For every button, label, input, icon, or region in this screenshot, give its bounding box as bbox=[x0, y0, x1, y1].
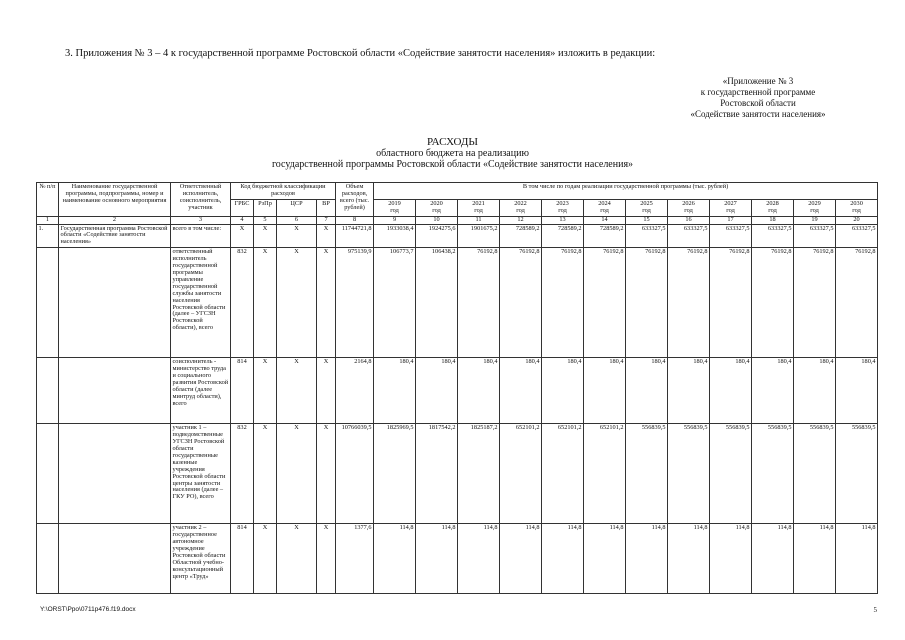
row-name bbox=[59, 358, 171, 424]
row-year-value: 114,8 bbox=[416, 524, 458, 594]
column-number: 19 bbox=[794, 216, 836, 224]
row-name bbox=[59, 424, 171, 524]
header-year-suffix: год bbox=[726, 206, 735, 214]
title-line: государственной программы Ростовской области «Содействие занятости населения» bbox=[271, 159, 634, 170]
header-year-value: 2019 bbox=[388, 199, 401, 207]
row-year-value: 728589,2 bbox=[500, 224, 542, 248]
row-year-value: 106438,2 bbox=[416, 248, 458, 358]
column-number: 2 bbox=[59, 216, 171, 224]
column-number: 11 bbox=[458, 216, 500, 224]
row-year-value: 114,8 bbox=[836, 524, 878, 594]
header-year-value: 2028 bbox=[766, 199, 779, 207]
column-number: 20 bbox=[836, 216, 878, 224]
row-year-value: 180,4 bbox=[836, 358, 878, 424]
column-number: 3 bbox=[171, 216, 231, 224]
row-year-value: 556839,5 bbox=[836, 424, 878, 524]
header-years-group: В том числе по годам реализации государственной программы (тыс. рублей) bbox=[374, 183, 878, 200]
row-year-value: 633327,5 bbox=[752, 224, 794, 248]
header-year-suffix: год bbox=[432, 206, 441, 214]
row-year-value: 114,8 bbox=[584, 524, 626, 594]
row-num bbox=[37, 424, 59, 524]
title-line: областного бюджета на реализацию bbox=[376, 148, 529, 159]
row-year-value: 76192,8 bbox=[668, 248, 710, 358]
row-code: X bbox=[317, 248, 336, 358]
header-year-suffix: год bbox=[642, 206, 651, 214]
row-year-value: 652101,2 bbox=[500, 424, 542, 524]
header-year-suffix: год bbox=[474, 206, 483, 214]
row-year-value: 652101,2 bbox=[542, 424, 584, 524]
row-code: X bbox=[231, 224, 254, 248]
row-year-value: 114,8 bbox=[710, 524, 752, 594]
row-year-value: 633327,5 bbox=[626, 224, 668, 248]
header-year bbox=[626, 199, 668, 216]
row-year-value: 728589,2 bbox=[542, 224, 584, 248]
header-year-value: 2025 bbox=[640, 199, 653, 207]
row-year-value: 180,4 bbox=[752, 358, 794, 424]
header-year-suffix: год bbox=[390, 206, 399, 214]
row-num bbox=[37, 524, 59, 594]
header-num: № п/п bbox=[37, 183, 59, 217]
row-year-value: 76192,8 bbox=[794, 248, 836, 358]
row-code: X bbox=[254, 224, 277, 248]
header-total: Объем расходов, всего (тыс. рублей) bbox=[336, 183, 374, 217]
header-year-suffix: год bbox=[600, 206, 609, 214]
appendix-line: «Приложение № 3 bbox=[722, 76, 794, 86]
column-number: 7 bbox=[317, 216, 336, 224]
row-code: X bbox=[317, 424, 336, 524]
header-year-value: 2020 bbox=[430, 199, 443, 207]
column-number: 13 bbox=[542, 216, 584, 224]
header-year-value: 2021 bbox=[472, 199, 485, 207]
row-code: 832 bbox=[231, 424, 254, 524]
row-year-value: 633327,5 bbox=[794, 224, 836, 248]
appendix-line: Ростовской области bbox=[720, 98, 796, 108]
column-number: 16 bbox=[668, 216, 710, 224]
row-year-value: 76192,8 bbox=[542, 248, 584, 358]
row-executor: ответственный исполнитель государственной программы управление государственной службы занятости населения Ростовской области (далее – УГСЗН Ростовской области), всего bbox=[171, 248, 231, 358]
row-code: X bbox=[254, 248, 277, 358]
row-year-value: 76192,8 bbox=[458, 248, 500, 358]
row-year-value: 76192,8 bbox=[710, 248, 752, 358]
header-year bbox=[794, 199, 836, 216]
column-number: 12 bbox=[500, 216, 542, 224]
title-line: РАСХОДЫ bbox=[426, 136, 479, 148]
row-year-value: 76192,8 bbox=[626, 248, 668, 358]
row-code: 814 bbox=[231, 524, 254, 594]
row-year-value: 633327,5 bbox=[710, 224, 752, 248]
row-code: X bbox=[317, 524, 336, 594]
row-code: X bbox=[277, 224, 317, 248]
row-total: 2164,8 bbox=[336, 358, 374, 424]
header-code: ГРБС bbox=[231, 199, 254, 216]
document-title bbox=[0, 137, 905, 170]
row-total: 10766039,5 bbox=[336, 424, 374, 524]
row-year-value: 633327,5 bbox=[836, 224, 878, 248]
appendix-block bbox=[648, 76, 868, 120]
row-year-value: 114,8 bbox=[458, 524, 500, 594]
row-year-value: 180,4 bbox=[458, 358, 500, 424]
header-year bbox=[752, 199, 794, 216]
row-num bbox=[37, 248, 59, 358]
row-year-value: 114,8 bbox=[542, 524, 584, 594]
row-year-value: 114,8 bbox=[500, 524, 542, 594]
intro-paragraph: 3. Приложения № 3 – 4 к государственной программе Ростовской области «Содействие занятости населения» изложить в редакции: bbox=[65, 48, 656, 59]
header-year bbox=[584, 199, 626, 216]
row-total: 1377,6 bbox=[336, 524, 374, 594]
row-code: X bbox=[277, 424, 317, 524]
row-year-value: 1825969,5 bbox=[374, 424, 416, 524]
row-code: X bbox=[277, 524, 317, 594]
row-year-value: 180,4 bbox=[374, 358, 416, 424]
row-year-value: 114,8 bbox=[794, 524, 836, 594]
row-year-value: 76192,8 bbox=[752, 248, 794, 358]
row-year-value: 556839,5 bbox=[794, 424, 836, 524]
row-year-value: 76192,8 bbox=[836, 248, 878, 358]
column-number: 10 bbox=[416, 216, 458, 224]
row-year-value: 180,4 bbox=[710, 358, 752, 424]
header-code-group: Код бюджетной классификации расходов bbox=[231, 183, 336, 200]
row-num: 1. bbox=[37, 224, 59, 248]
header-year bbox=[836, 199, 878, 216]
row-code: 832 bbox=[231, 248, 254, 358]
row-name: Государственная программа Ростовской области «Содействие занятости населения» bbox=[59, 224, 171, 248]
table-row bbox=[37, 224, 878, 248]
header-year-suffix: год bbox=[768, 206, 777, 214]
column-number: 8 bbox=[336, 216, 374, 224]
row-year-value: 633327,5 bbox=[668, 224, 710, 248]
row-code: X bbox=[317, 358, 336, 424]
row-year-value: 76192,8 bbox=[500, 248, 542, 358]
table-row bbox=[37, 358, 878, 424]
column-number: 15 bbox=[626, 216, 668, 224]
row-year-value: 180,4 bbox=[542, 358, 584, 424]
header-year-suffix: год bbox=[516, 206, 525, 214]
row-year-value: 556839,5 bbox=[668, 424, 710, 524]
appendix-line: «Содействие занятости населения» bbox=[690, 109, 826, 119]
row-total: 975139,9 bbox=[336, 248, 374, 358]
row-year-value: 728589,2 bbox=[584, 224, 626, 248]
row-year-value: 106773,7 bbox=[374, 248, 416, 358]
row-year-value: 180,4 bbox=[626, 358, 668, 424]
table-row bbox=[37, 524, 878, 594]
header-code: ЦСР bbox=[277, 199, 317, 216]
column-number: 14 bbox=[584, 216, 626, 224]
table-row bbox=[37, 424, 878, 524]
header-year-value: 2024 bbox=[598, 199, 611, 207]
header-year-value: 2029 bbox=[808, 199, 821, 207]
column-number: 1 bbox=[37, 216, 59, 224]
row-year-value: 556839,5 bbox=[626, 424, 668, 524]
header-year-suffix: год bbox=[810, 206, 819, 214]
expenses-table bbox=[36, 182, 878, 594]
row-executor: участник 1 – подведомственные УГСЗН Ростовской области государственные казенные учреждения Ростовской области центры занятости населения (далее – ГКУ РО), всего bbox=[171, 424, 231, 524]
header-year-value: 2022 bbox=[514, 199, 527, 207]
row-total: 11744721,8 bbox=[336, 224, 374, 248]
header-code: РзПр bbox=[254, 199, 277, 216]
header-year-suffix: год bbox=[558, 206, 567, 214]
column-number-row bbox=[37, 216, 878, 224]
row-year-value: 114,8 bbox=[668, 524, 710, 594]
row-code: X bbox=[317, 224, 336, 248]
row-name bbox=[59, 248, 171, 358]
header-year-value: 2026 bbox=[682, 199, 695, 207]
row-year-value: 1924275,6 bbox=[416, 224, 458, 248]
header-code: ВР bbox=[317, 199, 336, 216]
row-year-value: 556839,5 bbox=[752, 424, 794, 524]
row-year-value: 180,4 bbox=[584, 358, 626, 424]
row-year-value: 180,4 bbox=[500, 358, 542, 424]
row-year-value: 180,4 bbox=[794, 358, 836, 424]
row-year-value: 180,4 bbox=[668, 358, 710, 424]
row-year-value: 1825187,2 bbox=[458, 424, 500, 524]
row-code: X bbox=[254, 424, 277, 524]
header-name: Наименование государственной программы, подпрограммы, номер и наименование основного мероприятия bbox=[59, 183, 171, 217]
header-year bbox=[668, 199, 710, 216]
row-code: X bbox=[254, 358, 277, 424]
header-year bbox=[710, 199, 752, 216]
row-year-value: 1933038,4 bbox=[374, 224, 416, 248]
row-year-value: 114,8 bbox=[374, 524, 416, 594]
column-number: 18 bbox=[752, 216, 794, 224]
appendix-line: к государственной программе bbox=[700, 87, 816, 97]
row-year-value: 114,8 bbox=[626, 524, 668, 594]
table-row bbox=[37, 248, 878, 358]
row-year-value: 114,8 bbox=[752, 524, 794, 594]
header-year-value: 2030 bbox=[850, 199, 863, 207]
header-year-suffix: год bbox=[852, 206, 861, 214]
row-name bbox=[59, 524, 171, 594]
row-executor: участник 2 – государственное автономное учреждение Ростовской области Областной учебно-консультационный центр «Труд» bbox=[171, 524, 231, 594]
row-year-value: 1817542,2 bbox=[416, 424, 458, 524]
header-year-value: 2027 bbox=[724, 199, 737, 207]
column-number: 5 bbox=[254, 216, 277, 224]
row-executor: соисполнитель - министерство труда и социального развития Ростовской области (далее минтруд области), всего bbox=[171, 358, 231, 424]
row-year-value: 76192,8 bbox=[584, 248, 626, 358]
header-year bbox=[500, 199, 542, 216]
header-year-value: 2023 bbox=[556, 199, 569, 207]
header-year-suffix: год bbox=[684, 206, 693, 214]
header-year bbox=[416, 199, 458, 216]
row-year-value: 180,4 bbox=[416, 358, 458, 424]
row-executor: всего в том числе: bbox=[171, 224, 231, 248]
row-code: X bbox=[277, 358, 317, 424]
row-year-value: 556839,5 bbox=[710, 424, 752, 524]
header-executor: Ответственный исполнитель, соисполнитель, участник bbox=[171, 183, 231, 217]
row-year-value: 1901675,2 bbox=[458, 224, 500, 248]
row-num bbox=[37, 358, 59, 424]
file-path: Y:\ORST\Ppo\0711p476.f19.docx bbox=[40, 606, 136, 613]
column-number: 9 bbox=[374, 216, 416, 224]
page-number: 5 bbox=[873, 606, 877, 614]
row-code: X bbox=[277, 248, 317, 358]
header-year bbox=[542, 199, 584, 216]
column-number: 6 bbox=[277, 216, 317, 224]
header-year bbox=[374, 199, 416, 216]
column-number: 4 bbox=[231, 216, 254, 224]
column-number: 17 bbox=[710, 216, 752, 224]
header-year bbox=[458, 199, 500, 216]
row-code: X bbox=[254, 524, 277, 594]
row-year-value: 652101,2 bbox=[584, 424, 626, 524]
row-code: 814 bbox=[231, 358, 254, 424]
